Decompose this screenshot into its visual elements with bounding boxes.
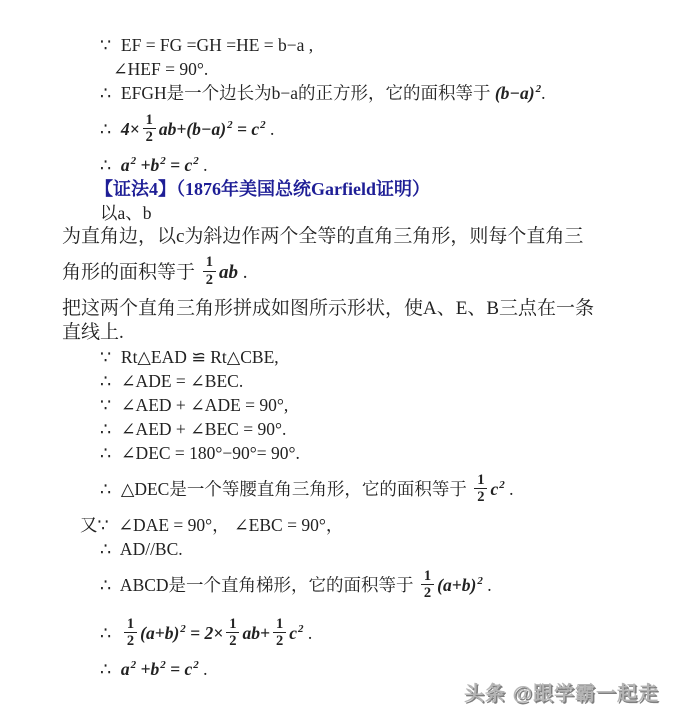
math-run: + <box>259 623 270 643</box>
math-superscript: 2 <box>535 83 542 95</box>
therefore-because-mark: ∴ <box>100 83 113 103</box>
math-run: = 2× <box>185 623 224 643</box>
math-run: (b−a) <box>494 83 535 103</box>
document-line <box>0 441 675 465</box>
therefore-because-mark: ∵ <box>100 395 113 415</box>
watermark: 头条 @跟学霸一起走 <box>463 683 659 705</box>
math-superscript: 2 <box>499 479 505 491</box>
fraction-denominator: 2 <box>126 633 135 650</box>
text-run: . <box>198 659 208 679</box>
text-run: . <box>265 119 275 139</box>
text-run: 为直角边，以c为斜边作两个全等的直角三角形，则每个直角三 <box>62 226 584 247</box>
fraction-numerator: 1 <box>273 616 286 634</box>
math-superscript: 2 <box>180 623 186 635</box>
math-fraction <box>421 568 434 602</box>
therefore-because-mark: ∴ <box>100 659 113 679</box>
text-run: . <box>303 623 313 643</box>
math-run: a <box>120 659 130 679</box>
fraction-numerator: 1 <box>203 254 216 272</box>
text-run: AD//BC. <box>112 539 183 559</box>
document-line <box>0 33 675 57</box>
document-line <box>0 345 675 369</box>
math-fraction <box>474 472 487 506</box>
therefore-because-mark: ∴ <box>100 119 113 139</box>
therefore-because-mark: ∵ <box>100 347 113 367</box>
math-superscript: 2 <box>227 119 233 131</box>
document-line <box>0 465 675 513</box>
text-run: ABCD是一个直角梯形，它的面积等于 <box>112 575 418 595</box>
math-run: c <box>490 479 499 499</box>
document-line <box>0 609 675 657</box>
fraction-numerator: 1 <box>226 616 239 634</box>
document-line <box>0 561 675 609</box>
document-line <box>0 513 675 537</box>
math-run: = c <box>165 155 193 175</box>
math-run: c <box>289 623 297 643</box>
document-line <box>0 417 675 441</box>
text-run: . <box>238 262 248 283</box>
math-superscript: 2 <box>130 659 137 671</box>
therefore-because-mark: ∴ <box>100 419 113 439</box>
math-run: ab <box>158 119 177 139</box>
text-run: Rt△EAD ≌ Rt△CBE, <box>112 347 279 367</box>
text-run: . <box>541 83 546 103</box>
therefore-because-mark: ∴ <box>100 443 113 463</box>
fraction-denominator: 2 <box>423 585 432 602</box>
text-run: 以a、b <box>100 203 152 223</box>
text-run: 直线上. <box>62 322 124 343</box>
text-run: ∠AED + ∠BEC = 90°. <box>112 419 287 439</box>
fraction-denominator: 2 <box>275 633 284 650</box>
math-superscript: 2 <box>130 155 137 167</box>
text-run <box>112 659 121 679</box>
text-run: 角形的面积等于 <box>62 262 200 283</box>
therefore-because-mark: ∵ <box>100 35 113 55</box>
fraction-denominator: 2 <box>229 633 237 650</box>
math-fraction <box>226 616 239 650</box>
document-line <box>0 225 675 249</box>
document-line <box>0 297 675 321</box>
math-superscript: 2 <box>193 155 199 167</box>
document-line <box>0 249 675 297</box>
document-line <box>0 81 675 105</box>
math-run: (a+b) <box>140 623 180 643</box>
text-run: ∠DEC = 180°−90°= 90°. <box>112 443 300 463</box>
math-fraction <box>203 254 216 288</box>
math-run: ab <box>242 623 260 643</box>
text-run: EF = FG =GH =HE = b−a , <box>112 35 314 55</box>
therefore-because-mark: ∴ <box>100 479 113 499</box>
document-line <box>0 105 675 153</box>
text-run <box>112 119 121 139</box>
text-run: ∠HEF = 90°. <box>113 59 209 79</box>
text-run: ∠ADE = ∠BEC. <box>112 371 244 391</box>
document-line <box>0 201 675 225</box>
text-run: 又 <box>80 515 98 535</box>
text-run: △DEC是一个等腰直角三角形，它的面积等于 <box>112 479 472 499</box>
fraction-numerator: 1 <box>421 568 434 586</box>
document-line <box>0 57 675 81</box>
fraction-denominator: 2 <box>205 272 214 289</box>
math-run: 4× <box>120 119 140 139</box>
document-line <box>0 369 675 393</box>
math-fraction <box>124 616 137 650</box>
document-line <box>0 321 675 345</box>
document-line <box>0 537 675 561</box>
fraction-numerator: 1 <box>124 616 137 634</box>
document-line <box>0 177 675 201</box>
math-run: (a+b) <box>437 575 477 595</box>
math-superscript: 2 <box>160 659 166 671</box>
fraction-denominator: 2 <box>145 129 153 146</box>
math-superscript: 2 <box>193 659 199 671</box>
math-run: +b <box>136 659 160 679</box>
math-superscript: 2 <box>477 575 483 587</box>
text-run: . <box>482 575 492 595</box>
text-run: . <box>198 155 208 175</box>
math-run: = c <box>232 119 260 139</box>
therefore-because-mark: ∴ <box>100 155 113 175</box>
text-run: 把这两个直角三角形拼成如图所示形状，使A、E、B三点在一条 <box>62 298 595 319</box>
math-superscript: 2 <box>160 155 166 167</box>
math-run: ab <box>219 262 239 283</box>
math-fraction <box>273 616 286 650</box>
text-run <box>112 623 121 643</box>
document-line <box>0 393 675 417</box>
math-run: +b <box>136 155 160 175</box>
therefore-because-mark: ∴ <box>100 575 113 595</box>
therefore-because-mark: ∴ <box>100 371 113 391</box>
text-run: . <box>504 479 514 499</box>
therefore-because-mark: ∴ <box>100 539 113 559</box>
document-line <box>0 153 675 177</box>
text-run: 【证法4】（1876年美国总统Garfield证明） <box>95 179 430 199</box>
text-run: ∠AED + ∠ADE = 90°, <box>112 395 289 415</box>
math-superscript: 2 <box>298 623 304 635</box>
math-fraction <box>143 112 156 146</box>
therefore-because-mark: ∴ <box>100 623 113 643</box>
text-run <box>112 155 121 175</box>
math-run: = c <box>165 659 193 679</box>
text-run: ∠DAE = 90°， ∠EBC = 90°， <box>109 515 344 535</box>
math-run: +(b−a) <box>176 119 227 139</box>
math-run: a <box>120 155 130 175</box>
text-run: EFGH是一个边长为b−a的正方形，它的面积等于 <box>112 83 495 103</box>
fraction-numerator: 1 <box>143 112 156 130</box>
therefore-because-mark: ∵ <box>97 515 110 535</box>
fraction-denominator: 2 <box>477 489 485 506</box>
fraction-numerator: 1 <box>474 472 487 490</box>
math-superscript: 2 <box>260 119 266 131</box>
